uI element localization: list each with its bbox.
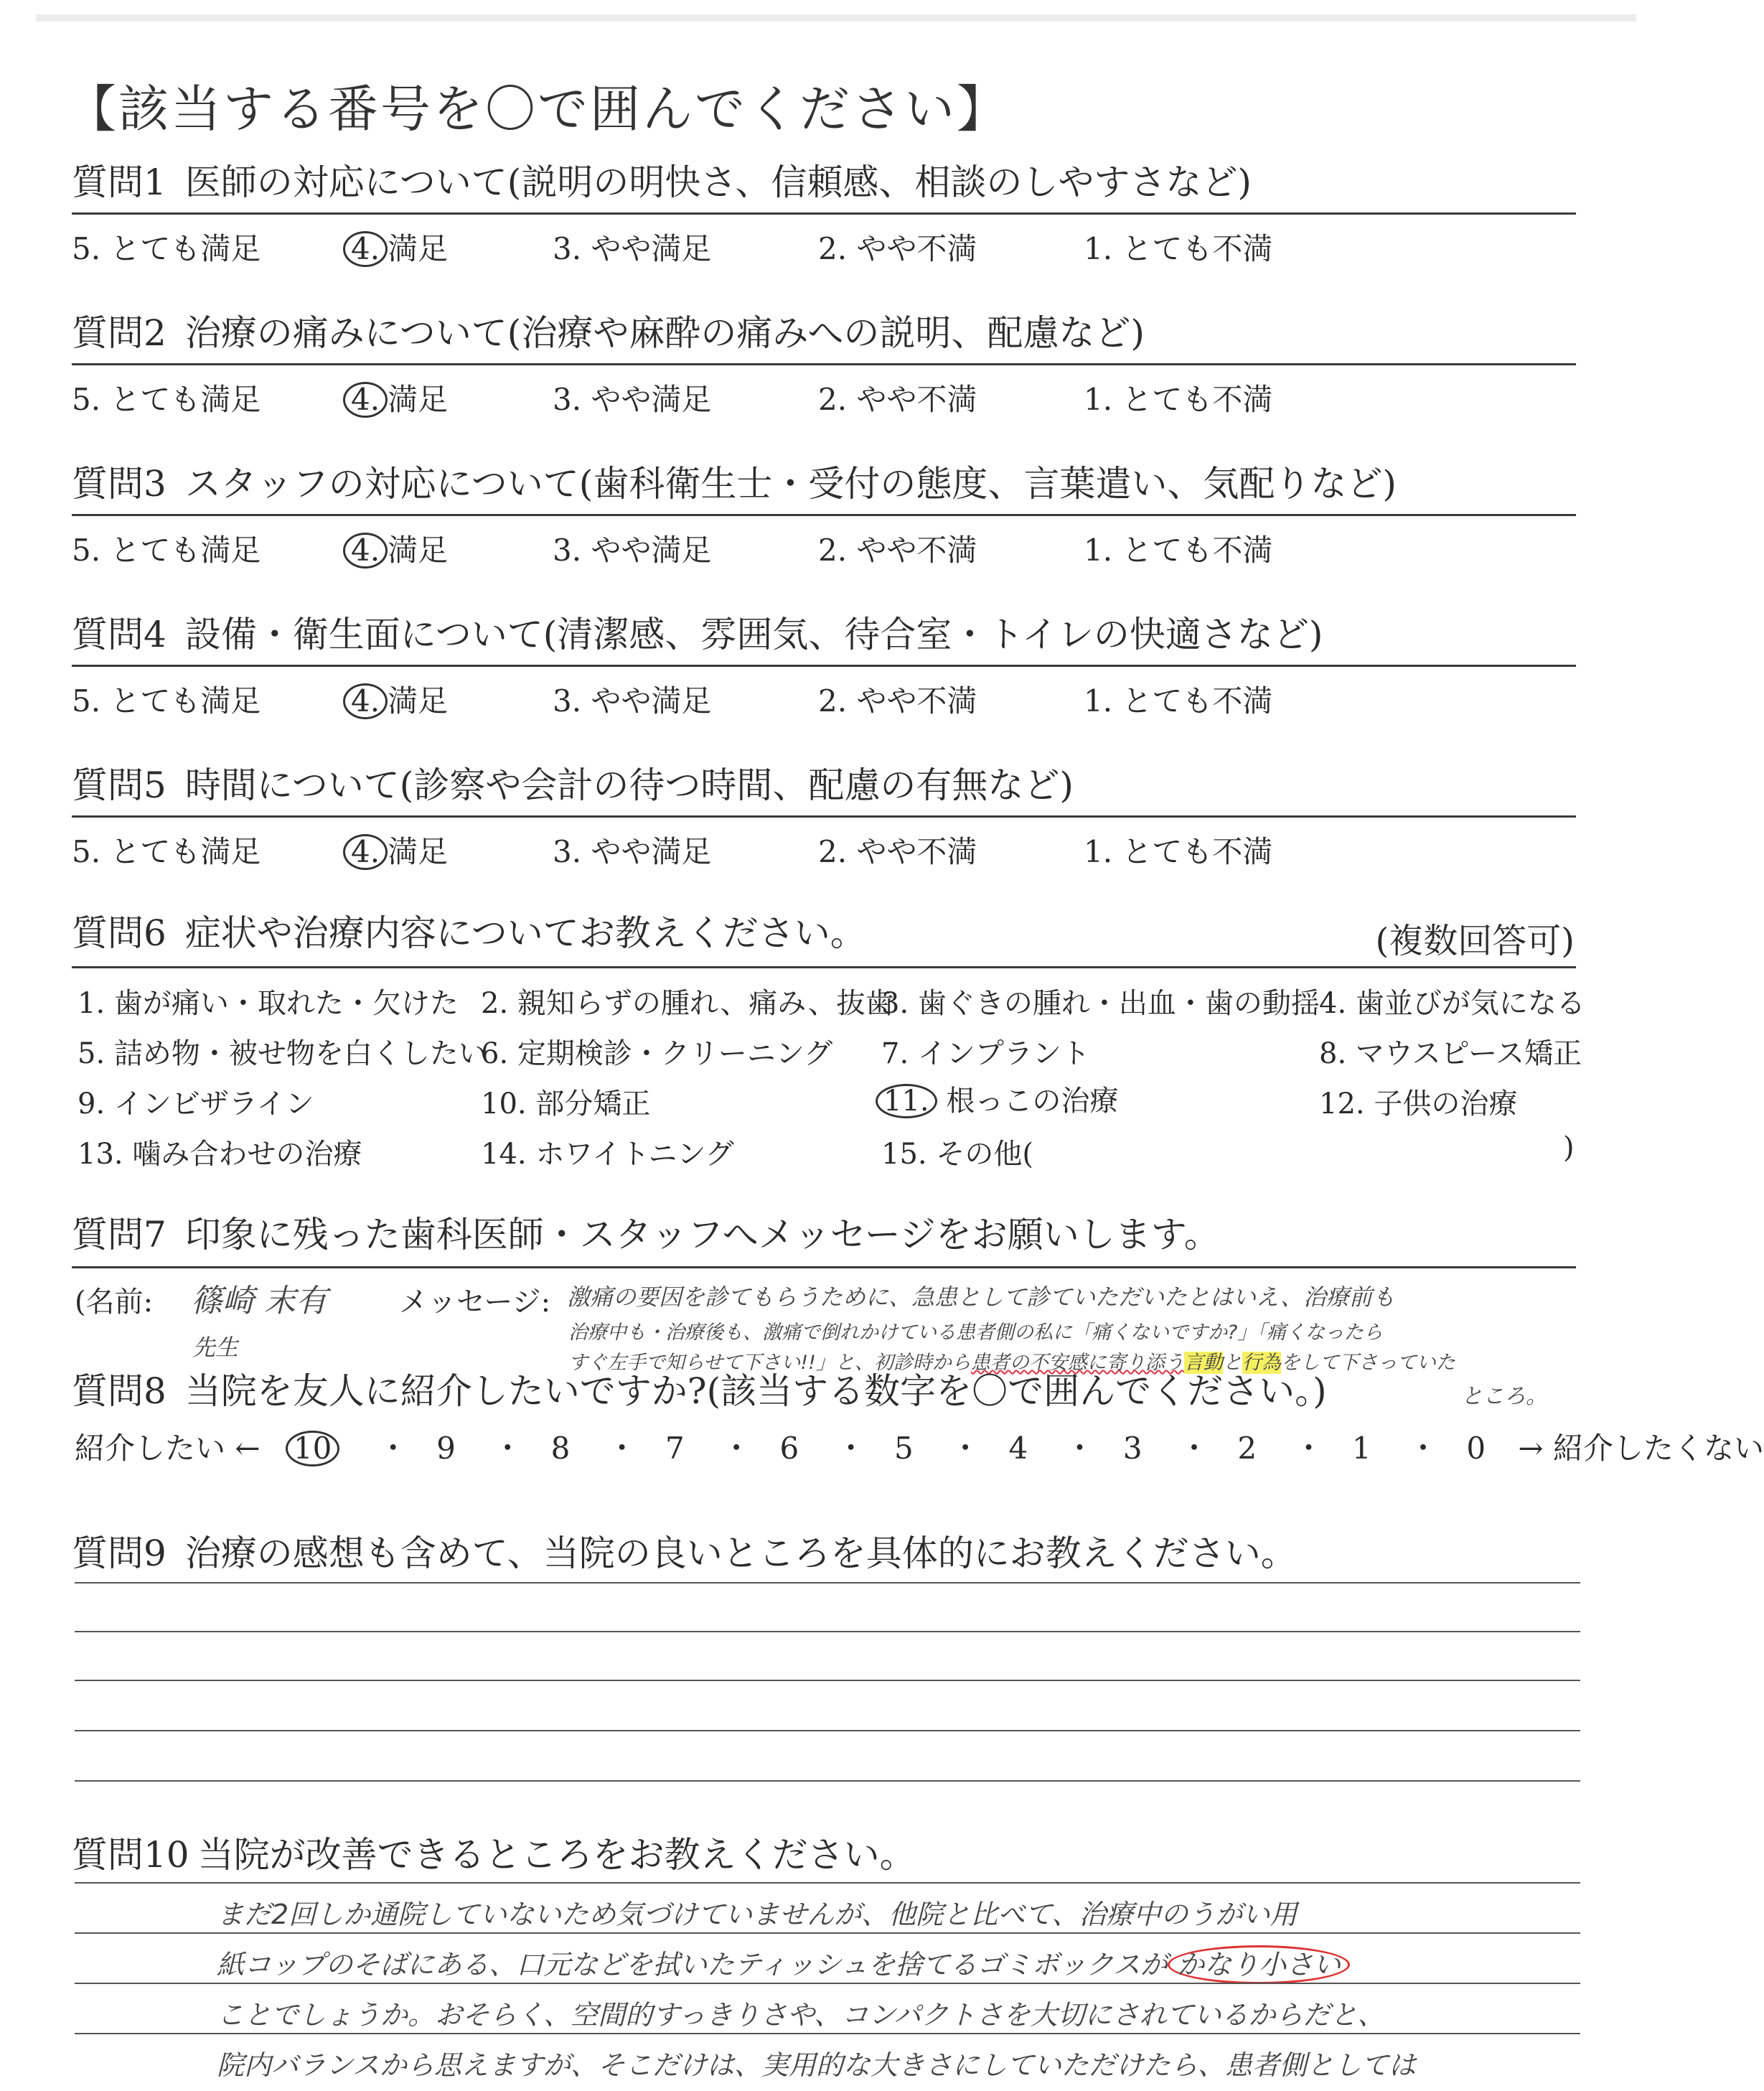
question-3-title — [72, 464, 1576, 505]
selected-circle: 4. — [343, 683, 388, 719]
question-5 — [72, 765, 1576, 807]
option-5[interactable]: 5. とても満足 — [72, 231, 261, 266]
option-4-selected[interactable]: 4. 満足 — [343, 678, 448, 721]
other-close-paren: ) — [1563, 1131, 1575, 1164]
symptom-item[interactable]: 13. 噛み合わせの治療 — [78, 1138, 362, 1171]
symptom-item[interactable]: 9. インビザライン — [78, 1087, 314, 1121]
message-handwritten-line-1[interactable]: 激痛の要因を診てもらうために、急患として診ていただいたとはいえ、治療前も — [567, 1283, 1395, 1311]
page-title: 【該当する番号を〇で囲んでください】 — [66, 80, 1009, 139]
symptom-item[interactable]: 6. 定期検診・クリーニング — [481, 1037, 833, 1070]
answer-line[interactable] — [75, 1631, 1580, 1632]
question-1-rule — [72, 212, 1576, 215]
scale-value[interactable]: 2 — [1237, 1431, 1257, 1466]
option-1[interactable]: 1. とても不満 — [1084, 834, 1273, 869]
symptom-item[interactable]: 1. 歯が痛い・取れた・欠けた — [78, 987, 459, 1020]
option-2[interactable]: 2. やや不満 — [818, 683, 977, 719]
scan-top-edge — [36, 14, 1636, 22]
recommendation-scale: 紹介したい ← 10 ・ 9 ・ 8 ・ 7 ・ 6 ・ 5 ・ 4 ・ 3 ・ 2 ・ 1 ・ 0 → 紹介したくない — [75, 1425, 1582, 1468]
question-9-text: 治療の感想も含めて、当院の良いところを具体的にお教えください。 — [184, 1533, 1297, 1574]
question-5-rule — [72, 815, 1576, 818]
question-4-title — [72, 614, 1576, 656]
question-6 — [72, 913, 1576, 955]
question-5-options — [72, 828, 1576, 871]
question-6-text: 症状や治療内容についてお教えください。 — [184, 912, 866, 954]
option-1[interactable]: 1. とても不満 — [1084, 533, 1273, 568]
multiple-answer-note: (複数回答可) — [1375, 921, 1575, 961]
option-5[interactable]: 5. とても満足 — [72, 382, 261, 417]
answer-line[interactable] — [75, 1780, 1580, 1782]
question-8-title — [72, 1371, 1576, 1413]
selected-circle: 4. — [343, 834, 388, 870]
scale-value[interactable]: 0 — [1466, 1431, 1486, 1466]
message-label: メッセージ: — [399, 1286, 551, 1319]
question-1-title — [72, 162, 1576, 204]
scale-right-label: → 紹介したくない — [1518, 1431, 1764, 1466]
staff-name-handwritten[interactable]: 篠崎 末有 — [191, 1283, 327, 1319]
name-label: (名前: — [75, 1286, 154, 1319]
option-3[interactable]: 3. やや満足 — [553, 231, 712, 266]
circled-phrase: かなり小さい — [1168, 1945, 1350, 1984]
scale-value[interactable]: 9 — [436, 1431, 456, 1466]
question-3 — [72, 464, 1576, 505]
question-1-text: 医師の対応について(説明の明快さ、信頼感、相談のしやすさなど) — [184, 162, 1252, 203]
message-handwritten-tail: ところ。 — [1461, 1384, 1547, 1409]
scale-value[interactable]: 6 — [779, 1431, 799, 1466]
question-8-text: 当院を友人に紹介したいですか?(該当する数字を〇で囲んでください。) — [184, 1370, 1327, 1412]
option-3[interactable]: 3. やや満足 — [553, 683, 712, 719]
option-5[interactable]: 5. とても満足 — [72, 683, 261, 719]
question-7-title — [72, 1215, 1576, 1256]
scale-value[interactable]: 7 — [665, 1431, 685, 1466]
highlighted-word: 行為 — [1242, 1352, 1281, 1374]
option-3[interactable]: 3. やや満足 — [553, 533, 712, 568]
question-10-text: 当院が改善できるところをお教えください。 — [197, 1834, 916, 1876]
question-10-number: 質問10 — [72, 1834, 189, 1876]
question-4-options — [72, 678, 1576, 721]
scale-value[interactable]: 3 — [1122, 1431, 1143, 1466]
option-4-selected[interactable]: 4. 満足 — [343, 225, 448, 268]
option-1[interactable]: 1. とても不満 — [1084, 382, 1273, 417]
symptom-item[interactable]: 3. 歯ぐきの腫れ・出血・歯の動揺 — [881, 987, 1320, 1020]
highlighted-word: 言動 — [1183, 1352, 1223, 1374]
question-6-rule — [72, 966, 1576, 968]
option-3[interactable]: 3. やや満足 — [553, 834, 712, 869]
option-1[interactable]: 1. とても不満 — [1084, 683, 1273, 719]
selected-circle: 4. — [343, 533, 388, 569]
scale-value[interactable]: 5 — [893, 1431, 914, 1466]
symptom-item[interactable]: 14. ホワイトニング — [481, 1138, 734, 1171]
option-1[interactable]: 1. とても不満 — [1084, 231, 1273, 266]
question-1 — [72, 162, 1576, 204]
selected-circle: 4. — [343, 231, 388, 267]
option-5[interactable]: 5. とても満足 — [72, 533, 261, 568]
question-9 — [72, 1533, 1576, 1575]
question-5-title — [72, 765, 1576, 807]
question-9-title — [72, 1533, 1576, 1575]
improvement-handwritten-line-2[interactable]: 紙コップのそばにある、口元などを拭いたティッシュを捨てるゴミボックスが かなり小さい — [217, 1942, 1350, 1982]
scale-left-label: 紹介したい ← — [75, 1431, 261, 1466]
staff-title-handwritten: 先生 — [192, 1334, 239, 1361]
question-2-text: 治療の痛みについて(治療や麻酔の痛みへの説明、配慮など) — [184, 312, 1145, 354]
answer-line[interactable] — [75, 2033, 1580, 2034]
symptom-item[interactable]: 7. インプラント — [881, 1037, 1090, 1070]
question-7-rule — [72, 1266, 1576, 1268]
improvement-handwritten-line-1[interactable]: まだ2回しか通院していないため気づけていませんが、他院と比べて、治療中のうがい用 — [217, 1899, 1298, 1930]
improvement-handwritten-line-3[interactable]: ことでしょうか。おそらく、空間的すっきりさや、コンパクトさを大切にされているからだと、 — [217, 1999, 1385, 2031]
question-4 — [72, 614, 1576, 656]
question-2-options — [72, 376, 1576, 419]
answer-line[interactable] — [75, 1680, 1580, 1681]
symptom-item[interactable]: 12. 子供の治療 — [1319, 1087, 1518, 1121]
question-3-rule — [72, 514, 1576, 516]
question-2-rule — [72, 363, 1576, 365]
option-5[interactable]: 5. とても満足 — [72, 834, 261, 869]
option-4-selected[interactable]: 4. 満足 — [343, 828, 448, 871]
symptom-item[interactable]: 2. 親知らずの腫れ、痛み、抜歯 — [481, 987, 894, 1020]
question-3-options — [72, 527, 1576, 570]
question-1-number: 質問1 — [72, 162, 166, 203]
answer-line[interactable] — [75, 1730, 1580, 1731]
question-2-title — [72, 313, 1576, 355]
message-handwritten-line-2[interactable]: 治療中も・治療後も、激痛で倒れかけている患者側の私に「痛くないですか?」「痛くなったら — [568, 1322, 1383, 1344]
question-4-number: 質問4 — [72, 614, 166, 655]
question-7-number: 質問7 — [72, 1214, 166, 1255]
selected-circle: 11. — [876, 1084, 937, 1118]
question-6-title — [72, 913, 1576, 955]
message-handwritten-line-3[interactable]: すぐ左手で知らせて下さい!!」と、初診時から患者の不安感に寄り添う言動と行為をして下さっていた — [568, 1352, 1455, 1374]
option-4-selected[interactable]: 4. 満足 — [343, 376, 448, 419]
question-4-rule — [72, 665, 1576, 667]
question-6-number: 質問6 — [72, 912, 166, 954]
scale-value[interactable]: 1 — [1351, 1431, 1371, 1466]
question-2-number: 質問2 — [72, 312, 166, 354]
question-1-options — [72, 225, 1576, 268]
answer-line[interactable] — [75, 1932, 1580, 1934]
answer-line[interactable] — [75, 1582, 1580, 1584]
question-5-number: 質問5 — [72, 764, 166, 806]
option-3[interactable]: 3. やや満足 — [553, 382, 712, 417]
question-9-number: 質問9 — [72, 1533, 166, 1574]
option-2[interactable]: 2. やや不満 — [818, 382, 977, 417]
underlined-phrase: 患者の不安感に寄り添う — [970, 1352, 1184, 1374]
scale-value[interactable]: 4 — [1008, 1431, 1028, 1466]
symptom-item-other[interactable]: 15. その他( — [881, 1138, 1033, 1171]
question-2 — [72, 313, 1576, 355]
symptom-item[interactable]: 10. 部分矯正 — [481, 1087, 651, 1121]
option-4-selected[interactable]: 4. 満足 — [343, 527, 448, 570]
symptom-item[interactable]: 8. マウスピース矯正 — [1319, 1037, 1582, 1070]
option-2[interactable]: 2. やや不満 — [818, 231, 977, 266]
question-4-text: 設備・衛生面について(清潔感、雰囲気、待合室・トイレの快適さなど) — [184, 614, 1323, 655]
scale-value[interactable]: 8 — [550, 1431, 571, 1466]
question-8-number: 質問8 — [72, 1370, 166, 1412]
question-10-title — [72, 1835, 1576, 1876]
answer-line[interactable] — [75, 1983, 1580, 1984]
improvement-handwritten-line-4[interactable]: 院内バランスから思えますが、そこだけは、実用的な大きさにしていただけたら、患者側としては — [217, 2049, 1416, 2081]
answer-line[interactable] — [75, 1882, 1580, 1884]
symptom-item[interactable]: 5. 詰め物・被せ物を白くしたい — [78, 1037, 487, 1070]
symptom-item-selected[interactable]: 11. 根っこの治療 — [876, 1078, 1118, 1119]
scale-value-10-selected[interactable]: 10 — [286, 1431, 339, 1466]
symptom-item[interactable]: 4. 歯並びが気になる — [1319, 987, 1585, 1020]
question-3-number: 質問3 — [72, 463, 166, 505]
question-7 — [72, 1215, 1576, 1256]
question-7-text: 印象に残った歯科医師・スタッフへメッセージをお願いします。 — [184, 1214, 1220, 1255]
question-8 — [72, 1371, 1576, 1413]
question-3-text: スタッフの対応について(歯科衛生士・受付の態度、言葉遣い、気配りなど) — [184, 463, 1397, 505]
question-5-text: 時間について(診察や会計の待つ時間、配慮の有無など) — [184, 764, 1074, 806]
symptom-options — [78, 981, 1585, 1174]
selected-circle: 4. — [343, 382, 388, 418]
option-2[interactable]: 2. やや不満 — [818, 834, 977, 869]
option-2[interactable]: 2. やや不満 — [818, 533, 977, 568]
question-10 — [72, 1835, 1576, 1876]
